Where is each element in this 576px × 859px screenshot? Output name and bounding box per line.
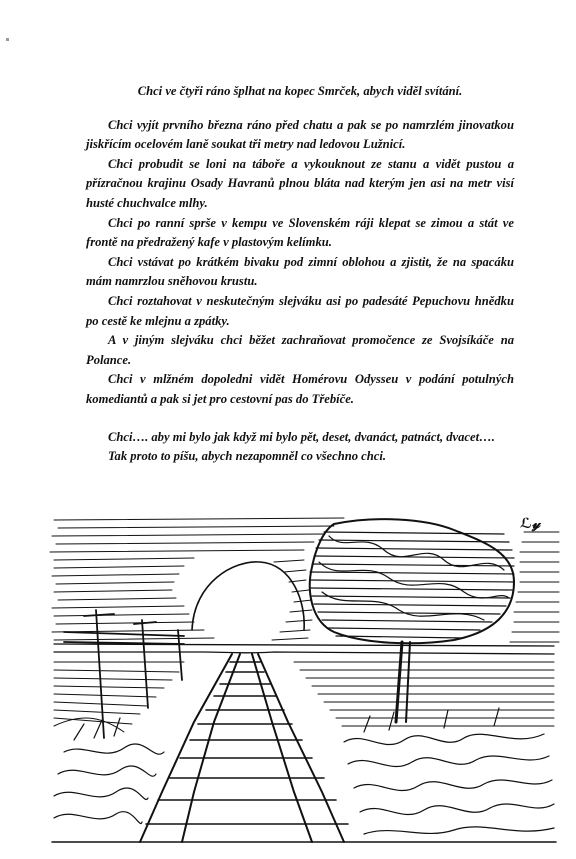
- embankment-grass: [54, 708, 554, 834]
- tree-canopy: [310, 519, 514, 643]
- poem-paragraph-5: Chci vstávat po krátkém bivaku pod zimní oblohou a zjistit, že na spacáku mám namrzlou sněhovou krustu.: [86, 254, 514, 289]
- poem-paragraph-10: Tak proto to píšu, abych nezapomněl co všechno chci.: [108, 449, 386, 464]
- poem-paragraph-7: A v jiným slejváku chci běžet zachraňovat promočence ze Svojsíkáče na Polance.: [86, 333, 514, 367]
- poem-paragraph-9: Chci…. aby mi bylo jak když mi bylo pět, deset, dvanáct, patnáct, dvacet….: [108, 429, 495, 444]
- sunrise-railway-drawing: [44, 512, 564, 844]
- railway-rails: [140, 654, 344, 842]
- telegraph-poles: [64, 610, 184, 738]
- field-right: [294, 662, 554, 726]
- artist-signature: ℒ𝓎: [520, 516, 541, 532]
- horizon: [54, 644, 554, 654]
- poem-text: [86, 82, 514, 467]
- stanza-gap: [86, 410, 514, 428]
- poem-paragraph-6: Chci roztahovat v neskutečným slejváku asi po padesáté Pepuchovu hnědku po cestě ke mlejnu a zpátky.: [86, 293, 514, 328]
- drawing-svg: [44, 512, 564, 844]
- poem-paragraph-2: Chci vyjít prvního března ráno před chatu a pak se po namrzlém jinovatkou jiskřícím ocelovém laně soukat tři metry nad ledovou Lužnicí.: [86, 117, 514, 152]
- scan-speck: [6, 38, 9, 41]
- poem-paragraph-4: Chci po ranní sprše v kempu ve Slovenském ráji klepat se zimou a stát ve frontě na předražený kafe v plastovým kelímku.: [86, 215, 514, 250]
- poem-line-1: Chci ve čtyři ráno šplhat na kopec Smrček, abych viděl svítání.: [137, 84, 463, 98]
- poem-paragraph-3: Chci probudit se loni na táboře a vykouknout ze stanu a vidět pustou a přízračnou krajinu Osady Havranů plnou bláta nad kterým jen asi na metr visí husté chuchvalce mlhy.: [86, 156, 514, 210]
- poem-paragraph-8: Chci v mlžném dopoledni vidět Homérovu Odysseu v podání potulných komediantů a pak si jet pro cestovní pas do Třebíče.: [86, 372, 514, 406]
